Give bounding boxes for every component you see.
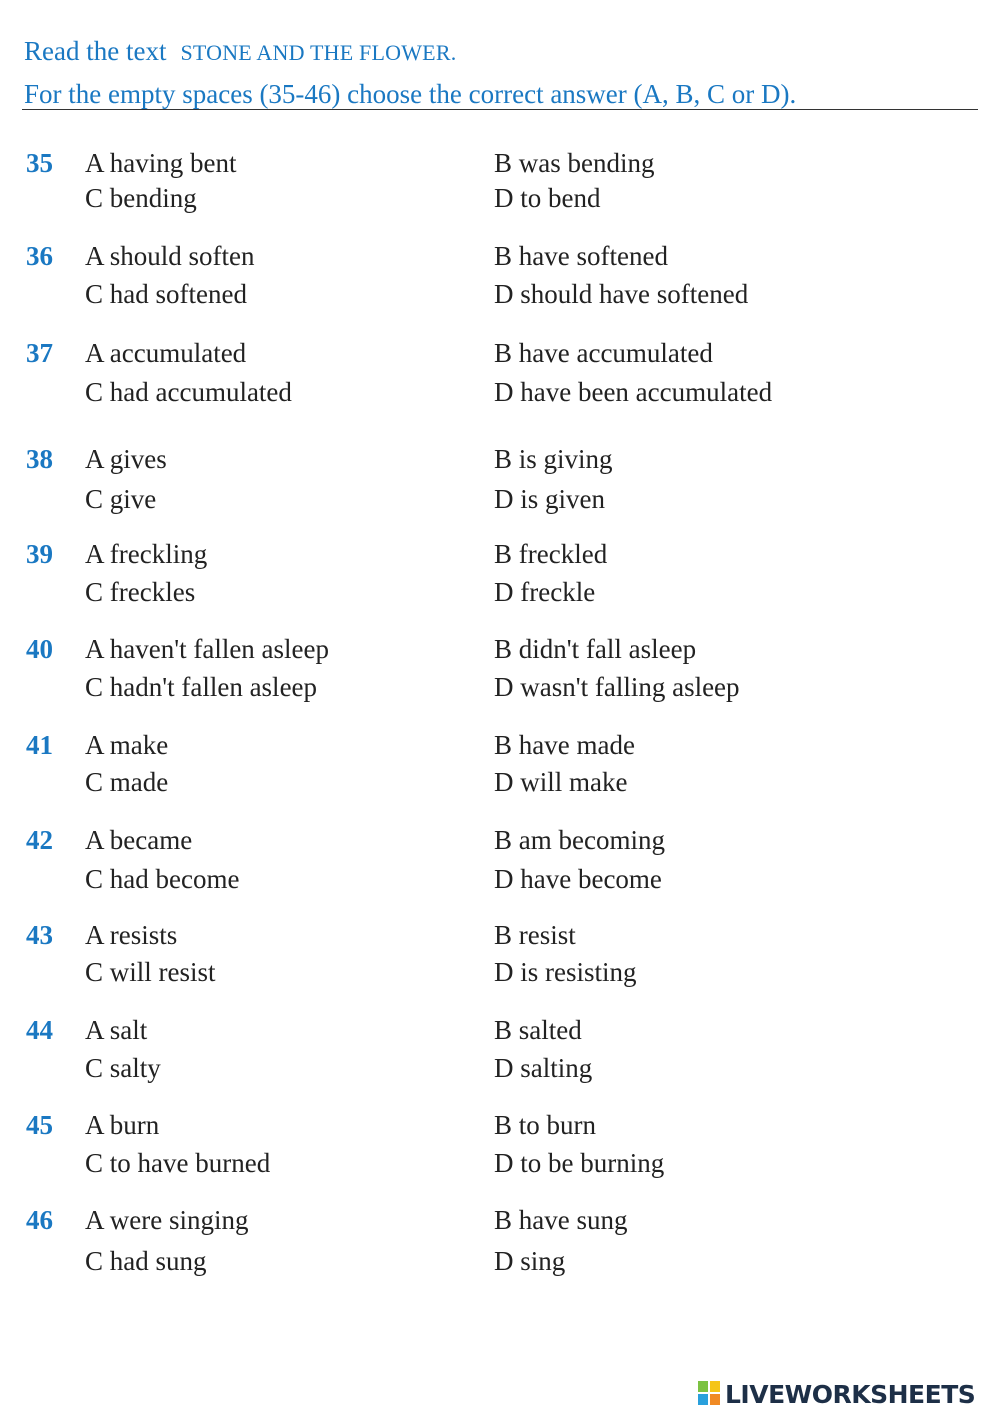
option-b[interactable]: B freckled	[494, 539, 608, 569]
option-c[interactable]: C had softened	[85, 279, 247, 309]
instructions-header	[24, 28, 980, 114]
question-number: 39	[26, 539, 53, 569]
question-number: 46	[26, 1205, 53, 1235]
question-45	[0, 1107, 1000, 1187]
question-41	[0, 727, 1000, 807]
option-a[interactable]: A burn	[85, 1110, 160, 1140]
question-number: 37	[26, 338, 53, 368]
question-number: 38	[26, 444, 53, 474]
option-c[interactable]: C will resist	[85, 957, 216, 987]
option-b[interactable]: B have sung	[494, 1205, 628, 1235]
option-d[interactable]: D is resisting	[494, 957, 637, 987]
question-36	[0, 238, 1000, 318]
question-number: 43	[26, 920, 53, 950]
question-number: 36	[26, 241, 53, 271]
question-38	[0, 441, 1000, 521]
option-c[interactable]: C had accumulated	[85, 377, 292, 407]
option-a[interactable]: A should soften	[85, 241, 255, 271]
option-b[interactable]: B didn't fall asleep	[494, 634, 697, 664]
option-c[interactable]: C to have burned	[85, 1148, 271, 1178]
option-a[interactable]: A having bent	[85, 148, 237, 178]
question-number: 35	[26, 148, 53, 178]
header-divider	[22, 109, 978, 110]
liveworksheets-logo[interactable]	[698, 1376, 975, 1412]
option-a[interactable]: A gives	[85, 444, 167, 474]
logo-text: LIVEWORKSHEETS	[725, 1379, 976, 1409]
instruction-line-2: For the empty spaces (35-46) choose the correct answer (A, B, C or D).	[24, 79, 797, 109]
option-d[interactable]: D to be burning	[494, 1148, 665, 1178]
option-a[interactable]: A became	[85, 825, 193, 855]
question-39	[0, 536, 1000, 616]
question-number: 40	[26, 634, 53, 664]
option-a[interactable]: A haven't fallen asleep	[85, 634, 330, 664]
option-b[interactable]: B was bending	[494, 148, 655, 178]
option-c[interactable]: C bending	[85, 183, 197, 213]
option-d[interactable]: D freckle	[494, 577, 596, 607]
option-c[interactable]: C give	[85, 484, 157, 514]
option-b[interactable]: B is giving	[494, 444, 613, 474]
text-title: STONE AND THE FLOWER.	[180, 40, 457, 65]
option-b[interactable]: B resist	[494, 920, 576, 950]
question-number: 44	[26, 1015, 53, 1045]
option-c[interactable]: C had sung	[85, 1246, 207, 1276]
instruction-line-1	[24, 28, 980, 74]
option-d[interactable]: D have been accumulated	[494, 377, 773, 407]
option-d[interactable]: D sing	[494, 1246, 566, 1276]
option-a[interactable]: A were singing	[85, 1205, 249, 1235]
option-c[interactable]: C hadn't fallen asleep	[85, 672, 318, 702]
question-40	[0, 631, 1000, 711]
option-b[interactable]: B have softened	[494, 241, 668, 271]
question-35	[0, 145, 1000, 225]
option-c[interactable]: C salty	[85, 1053, 161, 1083]
question-number: 45	[26, 1110, 53, 1140]
option-d[interactable]: D to bend	[494, 183, 601, 213]
option-a[interactable]: A accumulated	[85, 338, 247, 368]
instruction-prefix: Read the text	[24, 36, 167, 66]
option-b[interactable]: B salted	[494, 1015, 582, 1045]
question-42	[0, 822, 1000, 902]
option-b[interactable]: B have made	[494, 730, 635, 760]
option-a[interactable]: A resists	[85, 920, 178, 950]
option-d[interactable]: D wasn't falling asleep	[494, 672, 740, 702]
question-43	[0, 917, 1000, 997]
option-c[interactable]: C had become	[85, 864, 240, 894]
option-b[interactable]: B to burn	[494, 1110, 597, 1140]
option-d[interactable]: D is given	[494, 484, 605, 514]
option-b[interactable]: B have accumulated	[494, 338, 713, 368]
question-number: 41	[26, 730, 53, 760]
option-a[interactable]: A make	[85, 730, 169, 760]
option-b[interactable]: B am becoming	[494, 825, 665, 855]
option-d[interactable]: D will make	[494, 767, 628, 797]
option-d[interactable]: D should have softened	[494, 279, 749, 309]
option-d[interactable]: D have become	[494, 864, 662, 894]
question-46	[0, 1202, 1000, 1282]
option-c[interactable]: C made	[85, 767, 169, 797]
option-a[interactable]: A salt	[85, 1015, 148, 1045]
question-number: 42	[26, 825, 53, 855]
option-d[interactable]: D salting	[494, 1053, 593, 1083]
question-44	[0, 1012, 1000, 1092]
question-37	[0, 335, 1000, 415]
liveworksheets-logo-icon	[698, 1381, 722, 1407]
option-c[interactable]: C freckles	[85, 577, 196, 607]
option-a[interactable]: A freckling	[85, 539, 208, 569]
